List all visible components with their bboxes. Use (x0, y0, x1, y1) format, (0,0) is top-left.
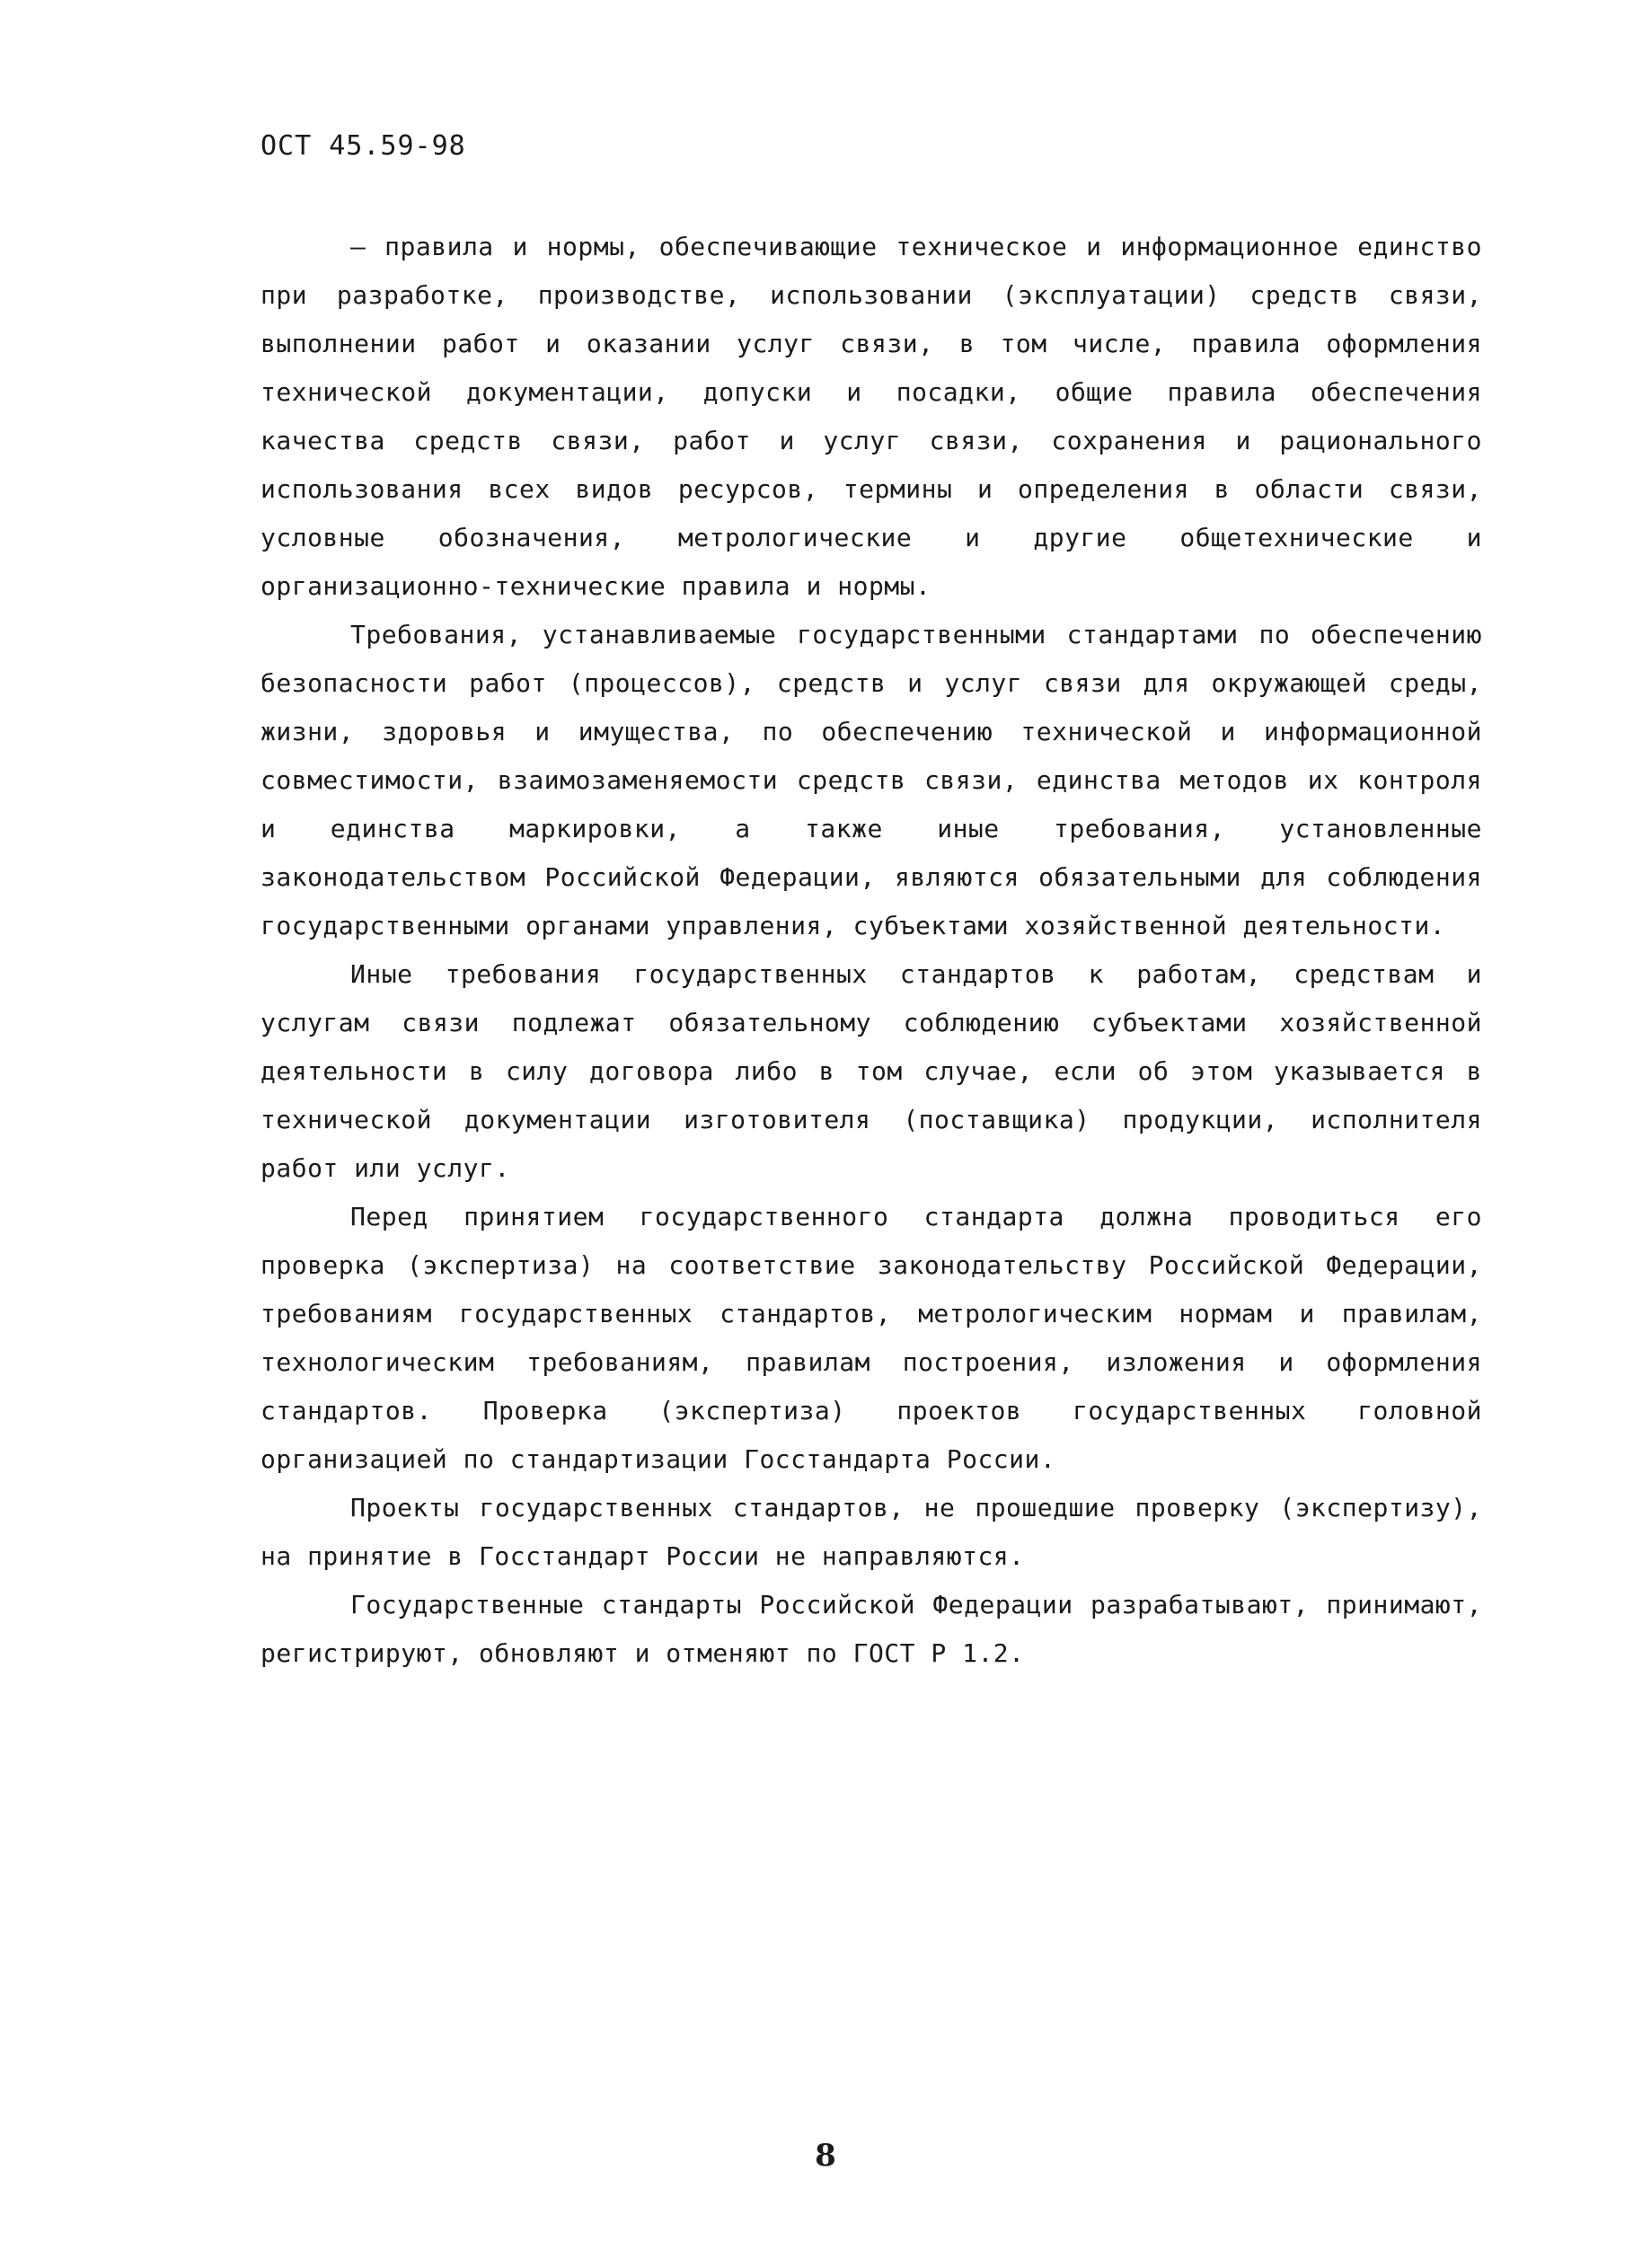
document-body (260, 223, 1482, 1678)
paragraph-4: Перед принятием государственного стандарта должна проводиться его проверка (экспертиза) на соответствие законодательству Российской Федерации, требованиям государственных стандартов, метрологическим нормам и правилам, технологическим требованиям, правилам построения, изложения и оформления стандартов. Проверка (экспертиза) проектов государственных головной организацией по стандартизации Госстандарта России. (260, 1202, 1482, 1474)
paragraph-5: Проекты государственных стандартов, не прошедшие проверку (экспертизу), на принятие в Госстандарт России не направляются. (260, 1493, 1482, 1571)
paragraph-1: – правила и нормы, обеспечивающие техническое и информационное единство при разработке, производстве, использовании (эксплуатации) средств связи, выполнении работ и оказании услуг связи, в том числе, правила оформления технической документации, допуски и посадки, общие правила обеспечения качества средств связи, работ и услуг связи, сохранения и рационального использования всех видов ресурсов, термины и определения в области связи, условные обозначения, метрологические и другие общетехнические и организационно-технические правила и нормы. (260, 232, 1482, 601)
page-number: 8 (815, 2138, 836, 2174)
document-code: ОСТ 45.59-98 (260, 130, 466, 162)
paragraph-3: Иные требования государственных стандартов к работам, средствам и услугам связи подлежат обязательному соблюдению субъектами хозяйственной деятельности в силу договора либо в том случае, если об этом указывается в технической документации изготовителя (поставщика) продукции, исполнителя работ или услуг. (260, 959, 1482, 1183)
paragraph-2: Требования, устанавливаемые государственными стандартами по обеспечению безопасности работ (процессов), средств и услуг связи для окружающей среды, жизни, здоровья и имущества, по обеспечению технической и информационной совместимости, взаимозаменяемости средств связи, единства методов их контроля и единства маркировки, а также иные требования, установленные законодательством Российской Федерации, являются обязательными для соблюдения государственными органами управления, субъектами хозяйственной деятельности. (260, 620, 1482, 940)
paragraph-6: Государственные стандарты Российской Федерации разрабатывают, принимают, регистрируют, обновляют и отменяют по ГОСТ Р 1.2. (260, 1590, 1482, 1668)
